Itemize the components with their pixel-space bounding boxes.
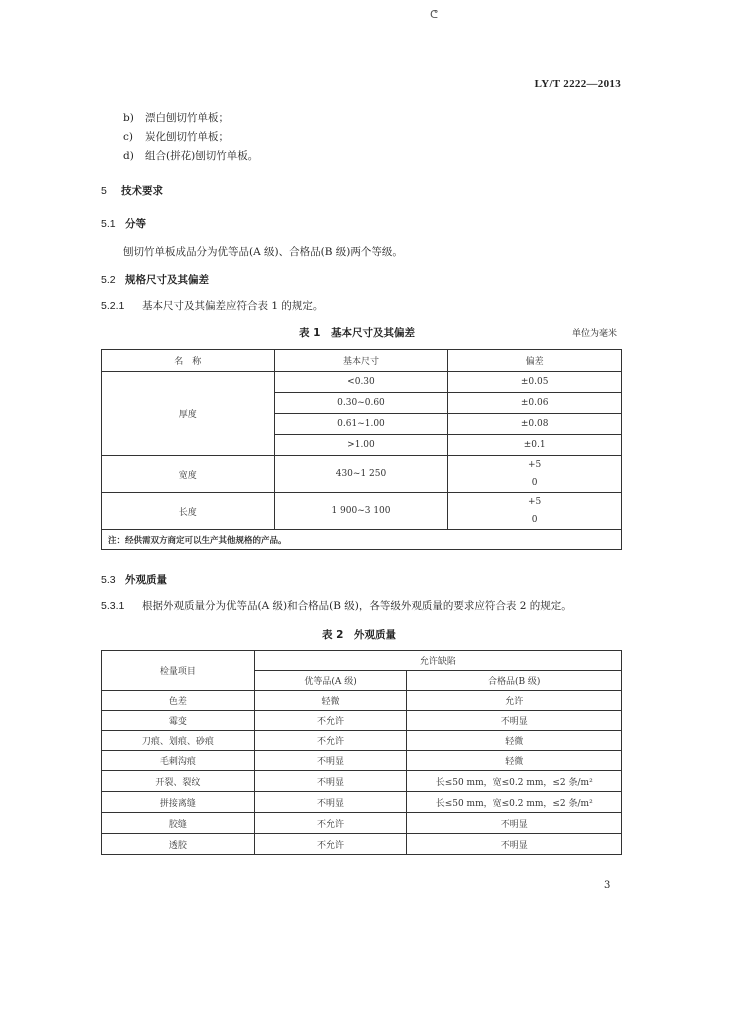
cell-item: 毛刺沟痕 [102, 751, 255, 771]
row-name-width: 宽度 [102, 456, 275, 493]
cell-deviation: ±0.06 [448, 393, 622, 414]
cell-deviation: ±0.05 [448, 372, 622, 393]
table-row [102, 711, 622, 731]
list-label: c) [123, 131, 133, 143]
table-note: 注：经供需双方商定可以生产其他规格的产品。 [102, 530, 622, 550]
column-header: 偏差 [448, 350, 622, 372]
cell-grade-a: 不允许 [254, 711, 407, 731]
table-row [102, 813, 622, 834]
table-row [102, 691, 622, 711]
cell-item: 霉变 [102, 711, 255, 731]
table1-caption: 表 1 基本尺寸及其偏差 [299, 327, 415, 339]
table-row [102, 731, 622, 751]
cell-size: 1 900~3 100 [274, 493, 448, 530]
table1-unit: 单位为毫米 [572, 329, 618, 339]
section-heading-5 [101, 183, 163, 198]
cell-deviation [448, 493, 622, 530]
cell-grade-a: 不允许 [254, 834, 407, 855]
section-number: 5.3 [101, 574, 116, 586]
deviation-lower: 0 [531, 478, 538, 488]
cell-item: 色差 [102, 691, 255, 711]
section-heading-5-1 [101, 216, 146, 231]
cell-grade-a: 不允许 [254, 813, 407, 834]
section-number: 5.2 [101, 274, 116, 286]
cell-grade-b: 轻微 [407, 731, 622, 751]
list-label: b) [123, 112, 134, 124]
cell-grade-b: 不明显 [407, 711, 622, 731]
table-row [102, 493, 622, 530]
list-text: 炭化刨切竹单板； [145, 131, 229, 143]
table-row [102, 751, 622, 771]
cell-item: 刀痕、划痕、砂痕 [102, 731, 255, 751]
table-basic-dimensions [101, 349, 622, 550]
table-row [102, 771, 622, 792]
page-number: 3 [604, 880, 611, 891]
cell-grade-b: 长≤50 mm，宽≤0.2 mm，≤2 条/m² [407, 771, 622, 792]
cell-item: 拼接离缝 [102, 792, 255, 813]
section-number: 5.1 [101, 218, 116, 230]
list-item [123, 129, 229, 144]
clause-5-3-1 [101, 598, 572, 613]
clause-number: 5.3.1 [101, 600, 125, 612]
section-heading-5-2 [101, 272, 209, 287]
table-row [102, 456, 622, 493]
list-item [123, 110, 229, 125]
row-name-length: 长度 [102, 493, 275, 530]
section-title: 技术要求 [121, 185, 163, 197]
cell-size: <0.30 [274, 372, 448, 393]
row-name-thickness: 厚度 [102, 372, 275, 456]
cell-grade-a: 轻微 [254, 691, 407, 711]
cell-grade-a: 不明显 [254, 771, 407, 792]
section-number: 5 [101, 185, 107, 197]
table-note-row [102, 530, 622, 550]
column-header: 名 称 [102, 350, 275, 372]
cell-deviation: ±0.1 [448, 435, 622, 456]
cell-item: 胶缝 [102, 813, 255, 834]
clause-number: 5.2.1 [101, 300, 125, 312]
table-row [102, 834, 622, 855]
cell-grade-a: 不允许 [254, 731, 407, 751]
cell-grade-a: 不明显 [254, 751, 407, 771]
cell-size: 0.30~0.60 [274, 393, 448, 414]
column-header: 检量项目 [102, 651, 255, 691]
cell-grade-a: 不明显 [254, 792, 407, 813]
section-heading-5-3 [101, 572, 167, 587]
table2-caption: 表 2 外观质量 [322, 629, 396, 641]
cell-size: 0.61~1.00 [274, 414, 448, 435]
cell-size: >1.00 [274, 435, 448, 456]
list-text: 漂白刨切竹单板； [145, 112, 229, 124]
cell-size: 430~1 250 [274, 456, 448, 493]
column-header: 优等品(A 级) [254, 671, 407, 691]
deviation-upper: +5 [528, 497, 542, 507]
section-title: 规格尺寸及其偏差 [125, 274, 209, 286]
table-header-row [102, 350, 622, 372]
cell-item: 透胶 [102, 834, 255, 855]
standard-number: LY/T 2222—2013 [534, 78, 621, 90]
cell-grade-b: 允许 [407, 691, 622, 711]
list-label: d) [123, 150, 134, 162]
table-header-row [102, 651, 622, 671]
cell-grade-b: 轻微 [407, 751, 622, 771]
table-row [102, 792, 622, 813]
clause-5-2-1 [101, 298, 323, 313]
table-appearance-quality [101, 650, 622, 855]
cell-item: 开裂、裂纹 [102, 771, 255, 792]
list-text: 组合(拼花)刨切竹单板。 [145, 150, 259, 162]
paragraph-grades: 刨切竹单板成品分为优等品(A 级)、合格品(B 级)两个等级。 [123, 246, 403, 258]
cell-grade-b: 长≤50 mm，宽≤0.2 mm，≤2 条/m² [407, 792, 622, 813]
column-header: 允许缺陷 [254, 651, 621, 671]
cell-grade-b: 不明显 [407, 813, 622, 834]
column-header: 合格品(B 级) [407, 671, 622, 691]
cell-deviation: ±0.08 [448, 414, 622, 435]
column-header: 基本尺寸 [274, 350, 448, 372]
list-item [123, 148, 258, 163]
table-row [102, 372, 622, 393]
section-title: 外观质量 [125, 574, 167, 586]
cell-deviation [448, 456, 622, 493]
clause-text: 根据外观质量分为优等品(A 级)和合格品(B 级)，各等级外观质量的要求应符合表 2 的规定。 [142, 600, 572, 612]
cell-grade-b: 不明显 [407, 834, 622, 855]
clause-text: 基本尺寸及其偏差应符合表 1 的规定。 [142, 300, 324, 312]
section-title: 分等 [125, 218, 146, 230]
scan-mark: ᕦ [430, 8, 439, 21]
deviation-lower: 0 [531, 515, 538, 525]
deviation-upper: +5 [528, 460, 542, 470]
